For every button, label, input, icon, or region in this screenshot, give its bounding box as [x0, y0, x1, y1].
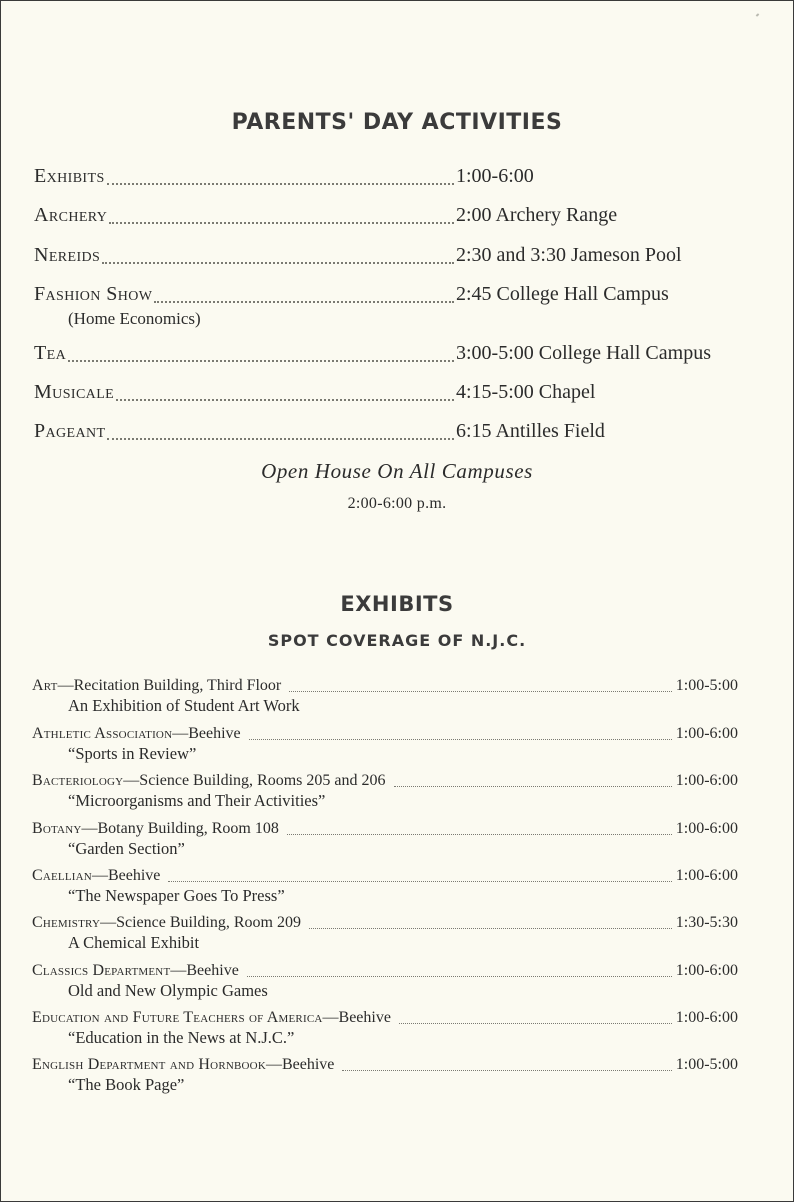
- exhibit-department: Athletic Association: [32, 725, 173, 742]
- schedule-label: Nereids: [34, 244, 101, 266]
- schedule-title: PARENTS' DAY ACTIVITIES: [231, 110, 563, 135]
- exhibit-item-bacteriology: [32, 771, 738, 810]
- exhibit-location: —Beehive: [322, 1009, 391, 1026]
- schedule-value: 2:30 and 3:30 Jameson Pool: [456, 244, 682, 266]
- leader-dots: [249, 738, 672, 740]
- exhibit-description: “The Book Page”: [68, 1075, 185, 1094]
- schedule-label: Musicale: [34, 381, 115, 403]
- exhibit-time: 1:00-5:00: [675, 677, 738, 694]
- leader-dots: [309, 927, 672, 929]
- leader-dots: [102, 260, 454, 264]
- exhibit-time: 1:00-6:00: [675, 772, 738, 789]
- leader-dots: [107, 181, 454, 185]
- schedule-label: Exhibits: [34, 165, 105, 187]
- schedule-row-nereids: [34, 242, 774, 272]
- exhibit-description: “Garden Section”: [68, 839, 185, 858]
- exhibit-item-botany: [32, 819, 738, 858]
- exhibit-item-chemistry: [32, 913, 738, 952]
- exhibit-department: Art: [32, 677, 58, 694]
- schedule-value: 3:00-5:00 College Hall Campus: [456, 342, 711, 364]
- exhibit-time: 1:00-6:00: [675, 725, 738, 742]
- exhibit-department: English Department and Hornbook: [32, 1056, 266, 1073]
- leader-dots: [116, 397, 454, 401]
- exhibit-time: 1:00-6:00: [675, 962, 738, 979]
- exhibit-time: 1:00-6:00: [675, 820, 738, 837]
- schedule-value: 4:15-5:00 Chapel: [456, 381, 596, 403]
- leader-dots: [107, 436, 454, 440]
- exhibit-description: An Exhibition of Student Art Work: [68, 696, 300, 715]
- exhibit-item-classics: [32, 961, 738, 1000]
- schedule-value: 1:00-6:00: [456, 165, 534, 187]
- exhibit-time: 1:00-6:00: [675, 867, 738, 884]
- exhibit-location: —Science Building, Rooms 205 and 206: [123, 772, 386, 789]
- schedule-row-fashion-show: [34, 281, 774, 311]
- exhibit-department: Classics Department: [32, 962, 171, 979]
- exhibits-subtitle: SPOT COVERAGE OF N.J.C.: [267, 631, 527, 650]
- leader-dots: [247, 975, 672, 977]
- exhibit-description: “Microorganisms and Their Activities”: [68, 791, 326, 810]
- exhibit-department: Education and Future Teachers of America: [32, 1009, 323, 1026]
- schedule-value: 2:45 College Hall Campus: [456, 283, 669, 305]
- schedule-row-musicale: [34, 379, 774, 409]
- schedule-label: Archery: [34, 204, 108, 226]
- exhibits-title: EXHIBITS: [340, 592, 454, 616]
- exhibit-item-athletic-association: [32, 724, 738, 763]
- schedule-row-exhibits: [34, 163, 774, 193]
- exhibit-item-education: [32, 1008, 738, 1047]
- exhibit-location: —Botany Building, Room 108: [81, 820, 279, 837]
- exhibit-location: —Beehive: [170, 962, 239, 979]
- leader-dots: [399, 1022, 672, 1024]
- schedule-row-pageant: [34, 418, 774, 448]
- open-house-heading: Open House On All Campuses: [261, 459, 533, 483]
- exhibit-location: —Beehive: [265, 1056, 335, 1073]
- exhibit-location: —Science Building, Room 209: [100, 914, 301, 931]
- schedule-label: Pageant: [34, 420, 106, 442]
- schedule-value: 2:00 Archery Range: [456, 204, 618, 226]
- exhibit-description: “Education in the News at N.J.C.”: [68, 1028, 295, 1047]
- schedule-label: Fashion Show: [34, 283, 153, 305]
- schedule-row-archery: [34, 202, 774, 232]
- exhibit-time: 1:30-5:30: [675, 914, 738, 931]
- leader-dots: [394, 785, 672, 787]
- open-house-time: 2:00-6:00 p.m.: [347, 495, 447, 512]
- schedule-label: Tea: [34, 342, 67, 364]
- exhibit-time: 1:00-5:00: [675, 1056, 738, 1073]
- exhibit-time: 1:00-6:00: [675, 1009, 738, 1026]
- leader-dots: [289, 690, 672, 692]
- exhibit-department: Caellian: [32, 867, 92, 884]
- leader-dots: [168, 880, 672, 882]
- schedule-row-tea: [34, 340, 774, 370]
- leader-dots: [154, 299, 454, 303]
- leader-dots: [68, 358, 454, 362]
- leader-dots: [342, 1069, 672, 1071]
- exhibit-location: —Recitation Building, Third Floor: [57, 677, 282, 694]
- schedule-note: (Home Economics): [68, 309, 201, 328]
- leader-dots: [287, 833, 672, 835]
- exhibit-department: Bacteriology: [32, 772, 124, 789]
- exhibit-item-art: [32, 676, 738, 715]
- exhibit-location: —Beehive: [91, 867, 161, 884]
- exhibit-location: —Beehive: [172, 725, 241, 742]
- leader-dots: [109, 220, 454, 224]
- exhibit-description: A Chemical Exhibit: [68, 933, 200, 952]
- exhibit-department: Botany: [32, 820, 82, 837]
- schedule-value: 6:15 Antilles Field: [456, 420, 605, 442]
- exhibit-item-english: [32, 1055, 738, 1094]
- exhibit-description: “The Newspaper Goes To Press”: [68, 886, 285, 905]
- exhibit-description: “Sports in Review”: [68, 744, 197, 763]
- exhibit-department: Chemistry: [32, 914, 101, 931]
- exhibit-description: Old and New Olympic Games: [68, 981, 268, 1000]
- exhibit-item-caellian: [32, 866, 738, 905]
